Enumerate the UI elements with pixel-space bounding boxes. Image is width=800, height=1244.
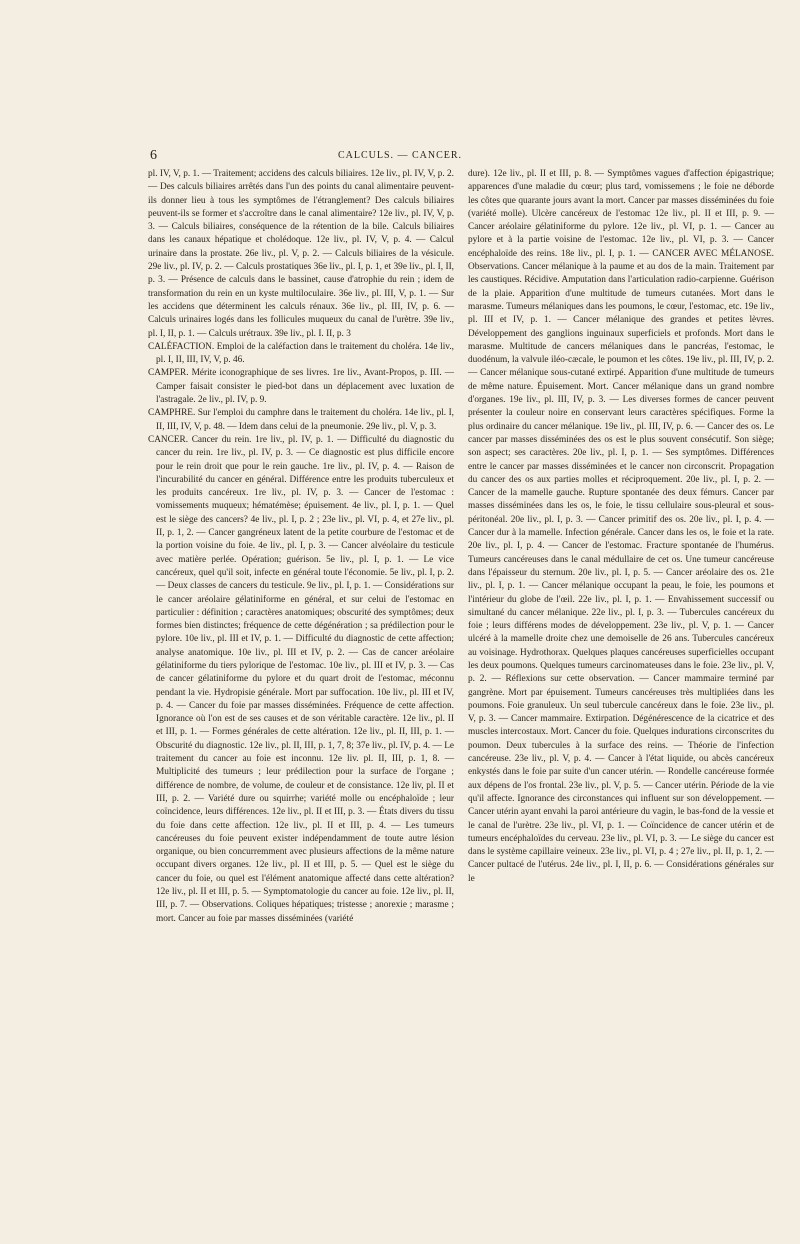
left-paragraph: pl. IV, V, p. 1. — Traitement; accidens des calculs biliaires. 12e liv., pl. IV, V, p. 2. — Des calculs biliaires arrêtés dans l'un des points du canal alimentaire peuvent-ils donner lieu à tous les symptômes de l'étranglement? Des calculs biliaires peuvent-ils se former et s'accroître dans le canal alimentaire? 12e liv., pl. IV, V, p. 3. — Calculs biliaires, conséquence de la rétention de la bile. Calculs biliaires dans les canaux hépatique et cholédoque. 12e liv., pl. IV, V, p. 4. — Calcul urinaire dans la prostate. 26e liv., pl. V, p. 2. — Calculs biliaires de la vésicule. 29e liv., pl. IV, p. 2. — Calculs prostatiques 36e liv., pl. I, p. 1, et 39e liv., pl. I, II, p. 3. — Présence de calculs dans le bassinet, cause d'atrophie du rein ; idem de transformation du rein en un kyste multiloculaire. 36e liv., pl. III, V, p. 1. — Sur les accidens que déterminent les calculs rénaux. 36e liv., pl. III, IV, p. 6. — Calculs urinaires logés dans les follicules muqueux du canal de l'urètre. 39e liv., pl. I, II, p. 1. — Calculs urétraux. 39e liv., pl. I. II, p. 3 [148,169,454,339]
left-entry-cancer: CANCER. Cancer du rein. 1re liv., pl. IV, p. 1. — Difficulté du diagnostic du cancer du rein. 1re liv., pl. IV, p. 3. — Ce diagnostic est plus difficile encore pour le rein droit que pour le rein gauche. 1re liv., pl. IV, p. 4. — Raison de l'incurabilité du cancer en général. Différence entre les produits tuberculeux et les produits cancéreux. 1re liv., pl. IV, p. 3. — Cancer de l'estomac : vomissements muqueux; hématémèse; épuisement. 4e liv., pl. I, p. 1. — Quel est le siège des cancers? 4e liv., pl. I, p. 2 ; 23e liv., pl. VI, p. 4, et 27e liv., pl. II, p. 1, 2. — Cancer gangréneux latent de la petite courbure de l'estomac et de la portion voisine du foie. 4e liv., pl. I, p. 3. — Cancer alvéolaire du testicule avec matière perlée. Opération; guérison. 5e liv., pl. I, p. 1. — Le vice cancéreux, quel qu'il soit, infecte en général toute l'économie. 5e liv., pl. I, p. 2. — Deux classes de cancers du testicule. 9e liv., pl. I, p. 1. — Considérations sur le cancer aréolaire gélatiniforme en général, et sur celui de l'estomac en particulier : définition ; caractères anatomiques; obscurité des symptômes; deux formes bien distinctes; fréquence de cette dégénération ; sa prédilection pour le pylore. 10e liv., pl. III et IV, p. 1. — Difficulté du diagnostic de cette affection; analyse anatomique. 10e liv., pl. III et IV, p. 2. — Cas de cancer aréolaire gélatiniforme du tiers pylorique de l'estomac. 10e liv., pl. III et IV, p. 3. — Cas de cancer gélatiniforme du pylore et du quart droit de l'estomac, méconnu pendant la vie. Hydropisie générale. Mort par suffocation. 10e liv., pl. III et IV, p. 4. — Cancer du foie par masses disséminées. Fréquence de cette affection. Ignorance où l'on est de ses causes et de son véritable caractère. 12e liv., pl. II et III, p. 1. — Formes générales de cette altération. 12e liv., pl. II, III, p. 1. — Obscurité du diagnostic. 12e liv., pl. II, III, p. 1, 7, 8; 37e liv., pl. IV, p. 4. — Le traitement du cancer au foie est inconnu. 12e liv. pl. II, III, p. 1, 8. — Multiplicité des tumeurs ; leur prédilection pour la surface de l'organe ; différence de nombre, de volume, de couleur et de consistance. 12e liv, pl. II et III, p. 2. — Variété dure ou squirrhe; variété molle ou encéphaloïde ; leur coïncidence, leurs différences. 12e liv., pl. II et III, p. 3. — États divers du tissu du foie dans cette affection. 12e liv., pl. II et III, p. 4. — Les tumeurs cancéreuses du foie peuvent exister indépendamment de toute autre lésion organique, ou bien concurremment avec plusieurs affections de la même nature occupant divers organes. 12e liv., pl. II et III, p. 5. — Quel est le siège du cancer du foie, ou quel est l'élément anatomique affecté dans cette altération? 12e liv., pl. II et III, p. 5. — Symptomatologie du cancer au foie. 12e liv., pl. II, III, p. 7. — Observations. Coliques hépatiques; tristesse ; anorexie ; marasme ; mort. Cancer au foie par masses disséminées (variété [148,434,454,924]
left-column [148,168,454,926]
left-entry-camphre: CAMPHRE. Sur l'emploi du camphre dans le traitement du choléra. 14e liv., pl. I, II, III, IV, V, p. 48. — Idem dans celui de la pneumonie. 29e liv., pl. V, p. 3. [148,408,454,432]
left-entry-camper: CAMPER. Mérite iconographique de ses livres. 1re liv., Avant-Propos, p. III. — Camper faisait consister le pied-bot dans un déplacement avec luxation de l'astragale. 2e liv., pl. IV, p. 9. [148,368,454,406]
page-number: 6 [150,148,157,163]
right-column [468,168,774,886]
running-title: CALCULS. — CANCER. [337,150,463,161]
left-entry-calefaction: CALÉFACTION. Emploi de la caléfaction dans le traitement du choléra. 14e liv., pl. I, II, III, IV, V, p. 46. [148,341,454,366]
right-paragraph: dure). 12e liv., pl. II et III, p. 8. — Symptômes vagues d'affection épigastrique; apparences d'une maladie du cœur; plus tard, vomissemens ; le foie ne déborde les côtes que quarante jours avant la mort. Cancer par masses disséminées du foie (variété molle). Ulcère cancéreux de l'estomac 12e liv., pl. II et III, p. 9. — Cancer aréolaire gélatiniforme du pylore. 12e liv., pl. VI, p. 1. — Cancer au pylore et à la partie voisine de l'estomac. 12e liv., pl. VI, p. 3. — Cancer encéphaloïde des reins. 18e liv., pl. I, p. 1. — CANCER AVEC MÉLANOSE. Observations. Cancer mélanique à la paume et au dos de la main. Traitement par les caustiques. Récidive. Amputation dans l'articulation radio-carpienne. Guérison de la plaie. Apparition d'une multitude de tumeurs cutanées. Mort dans le marasme. Tumeurs mélaniques dans les poumons, le cœur, l'estomac, etc. 19e liv., pl. III et IV, p. 1. — Cancer mélanique des grandes et petites lèvres. Développement des ganglions inguinaux superficiels et profonds. Mort dans le marasme. Multitude de cancers mélaniques dans le pancréas, l'estomac, le duodénum, la valvule iléo-cæcale, le poumon et les côtes. 19e liv., pl. III, IV, p. 2. — Cancer mélanique sous-cutané extirpé. Apparition d'une multitude de tumeurs de même nature. Épuisement. Mort. Cancer mélanique dans un grand nombre d'organes. 19e liv., pl. III, IV, p. 3. — Les diverses formes de cancer peuvent présenter la couleur noire en conservant leurs caractères spécifiques. Forme la plus ordinaire du cancer mélanique. 19e liv., pl. III, IV, p. 6. — Cancer des os. Le cancer par masses disséminées des os est le plus souvent consécutif. Son siège; son aspect; ses caractères. 20e liv., pl. I, p. 1. — Ses symptômes. Différences entre le cancer par masses disséminées et le cancer non circonscrit. Propagation du cancer des os aux parties molles et réciproquement. 20e liv., pl. I, p. 2. — Cancer de la mamelle gauche. Rupture spontanée des deux fémurs. Cancer par masses disséminées dans les os, le foie, le tissu cellulaire sous-pleural et sous-péritonéal. 20e liv., pl. I, p. 3. — Cancer primitif des os. 20e liv., pl. I, p. 4. — Cancer dur à la mamelle. Infection générale. Cancer dans les os, le foie et la rate. 20e liv., pl. I, p. 4. — Cancer de l'estomac. Fracture spontanée de l'humérus. Tumeurs cancéreuses dans le canal médullaire de cet os. Une tumeur cancéreuse dans l'épaisseur du sternum. 20e liv., pl. I, p. 5. — Cancer aréolaire des os. 21e liv., pl. I, p. 1. — Cancer mélanique occupant la peau, le foie, les poumons et l'intérieur du globe de l'œil. 22e liv., pl. I, p. 1. — Envahissement successif ou simultané du cancer mélanique. 22e liv., pl. I, p. 3. — Tubercules cancéreux du foie ; leurs différens modes de développement. 23e liv., pl. V, p. 1. — Cancer ulcéré à la mamelle droite chez une demoiselle de 26 ans. Tubercules cancéreux au voisinage. Hydrothorax. Quelques plaques cancéreuses superficielles occupant les deux poumons. Quelques tumeurs carcinomateuses dans le foie. 23e liv., pl. V, p. 2. — Réflexions sur cette observation. — Cancer mammaire terminé par gangrène. Mort par épuisement. Tumeurs cancéreuses très multipliées dans les poumons. Foie granuleux. Un seul tubercule cancéreux dans le foie. 23e liv., pl. V, p. 3. — Cancer mammaire. Extirpation. Dégénérescence de la cicatrice et des muscles intercostaux. Mort. Cancer du foie. Quelques indurations circonscrites du poumon. Deux tubercules à la surface des reins. — Théorie de l'infection cancéreuse. 23e liv., pl. V, p. 4. — Cancer à l'état liquide, ou abcès cancéreux enkystés dans le foie par suite d'un cancer utérin. — Rondelle cancéreuse formée aux dépens de l'os frontal. 23e liv., pl. V, p. 5. — Cancer utérin. Période de la vie qu'il affecte. Ignorance des circonstances qui influent sur son développement. — Cancer utérin ayant envahi la paroi antérieure du vagin, le bas-fond de la vessie et le canal de l'urètre. 23e liv., pl. VI, p. 1. — Coïncidence de cancer utérin et de tumeurs encéphaloïdes du cerveau. 23e liv., pl. VI, p. 3. — Le siège du cancer est dans le système capillaire veineux. 23e liv., pl. VI, p. 4 ; 27e liv., pl. II, p. 1, 2. — Cancer pultacé de l'utérus. 24e liv., pl. I, II, p. 6. — Considérations générales sur le [468,169,774,884]
